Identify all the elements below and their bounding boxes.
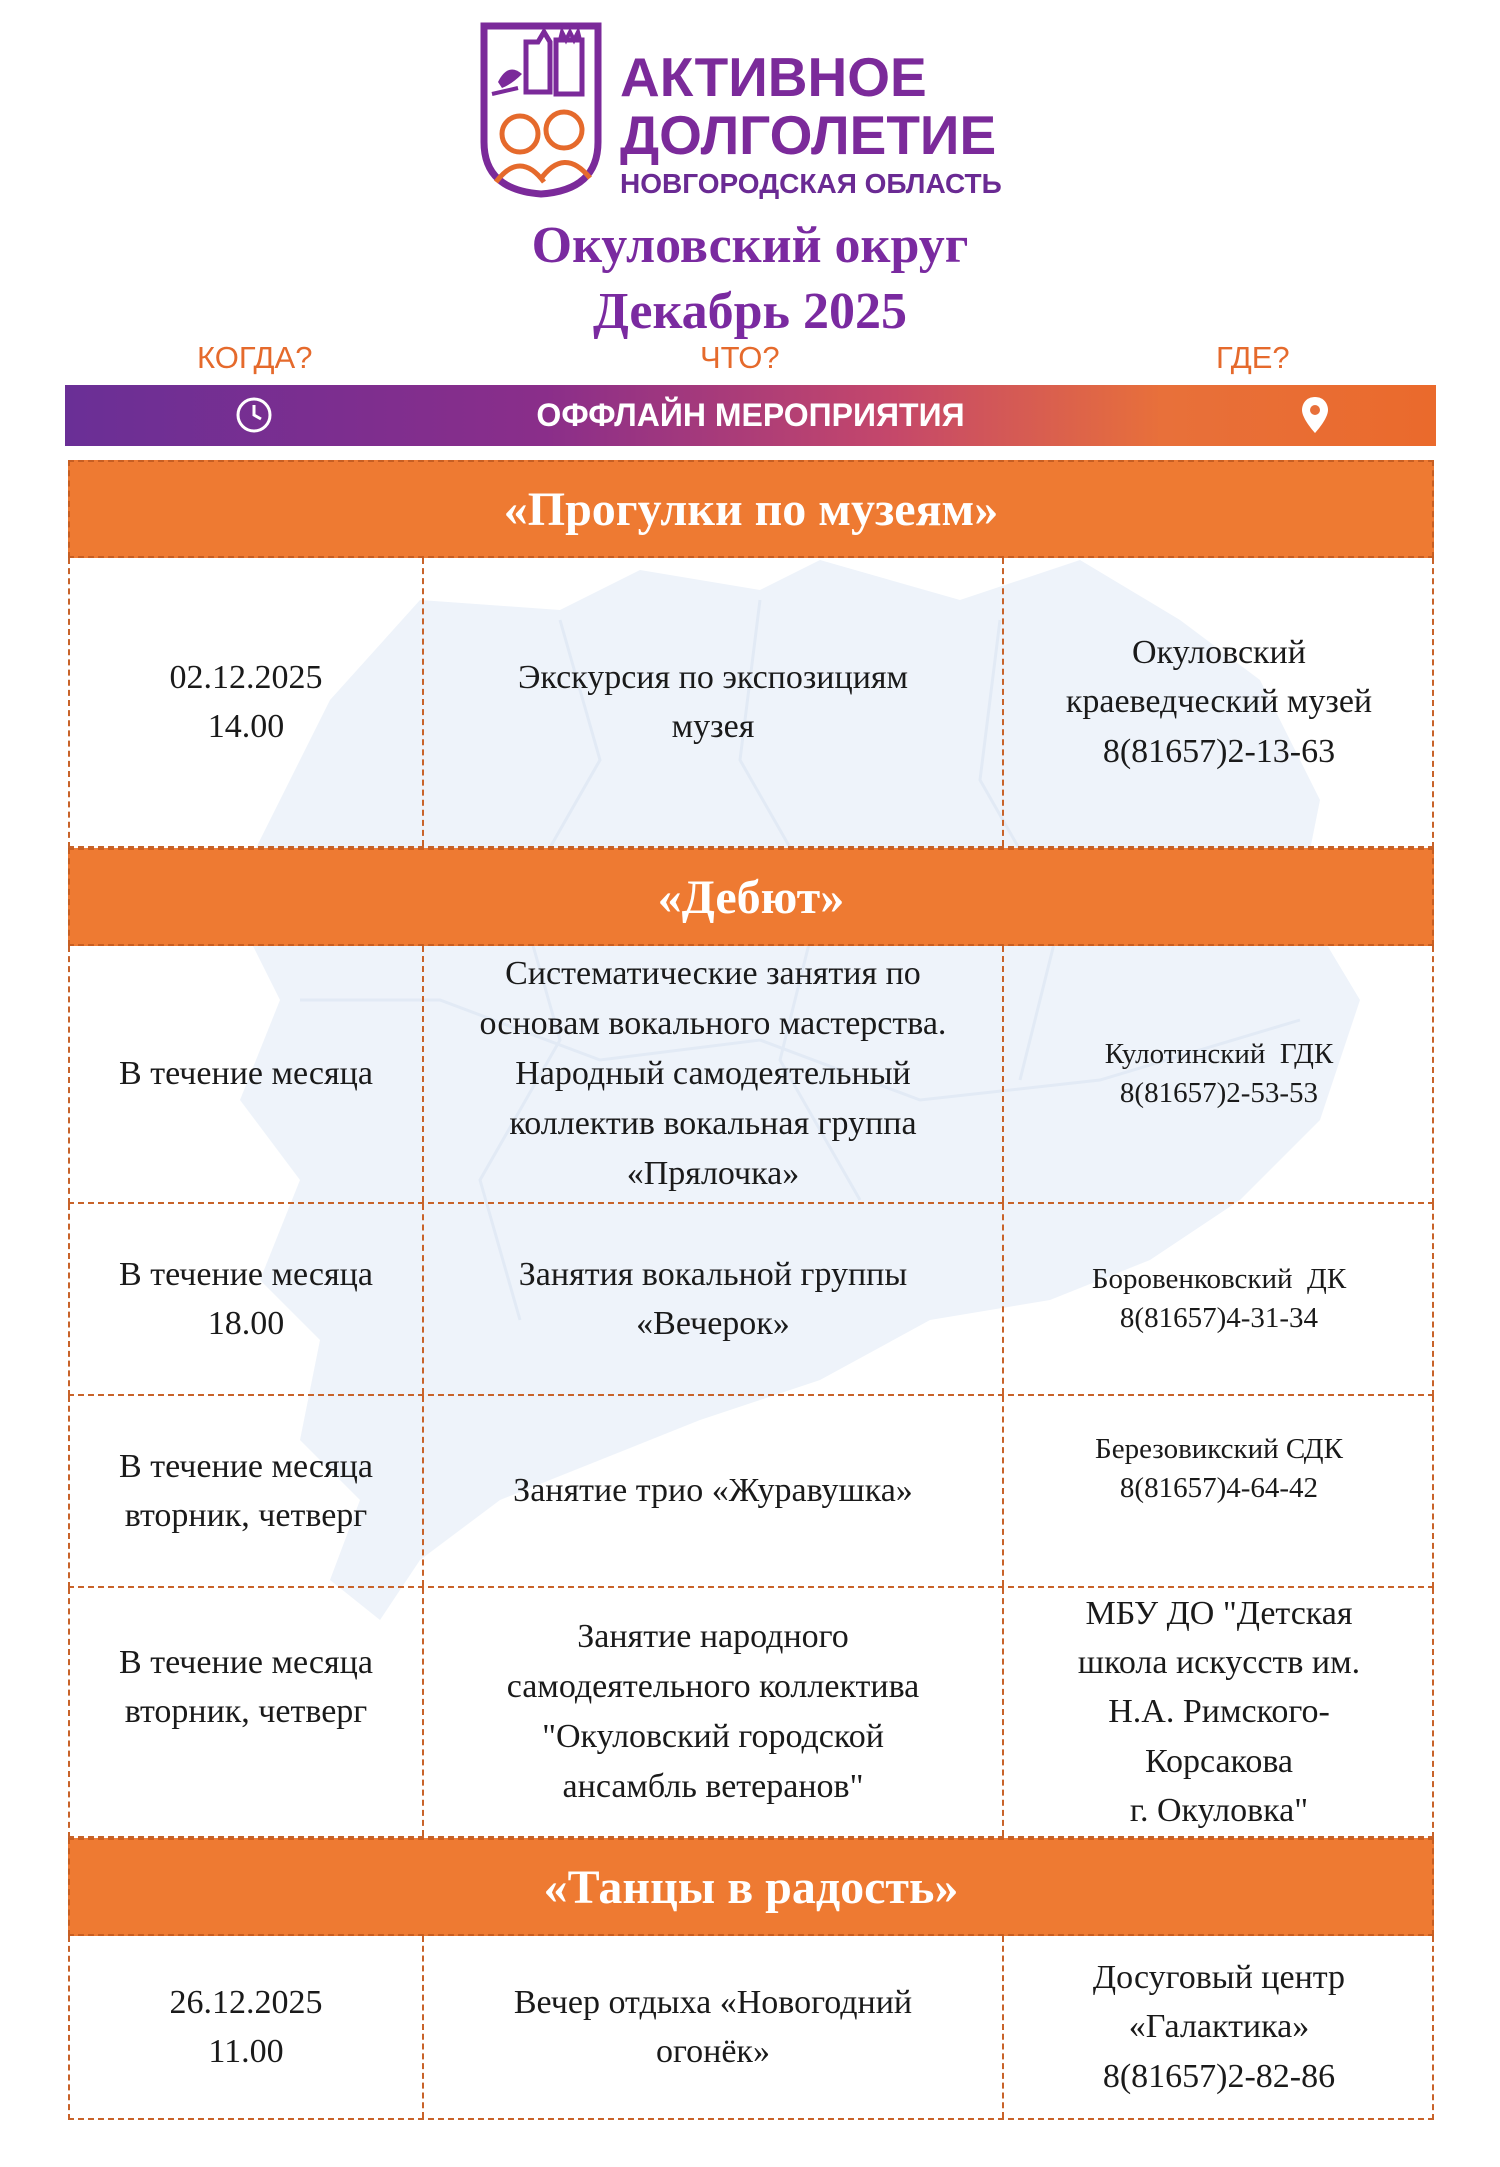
event-text: основам вокального мастерства.	[479, 1005, 947, 1043]
phone-text: 8(81657)2-82-86	[1102, 2057, 1336, 2095]
venue-text: МБУ ДО "Детская	[1085, 1594, 1353, 1632]
cell-what	[422, 1396, 1002, 1586]
section-header-museum-walks: «Прогулки по музеям»	[68, 460, 1434, 558]
table-row	[68, 946, 1434, 1204]
event-text: «Прялочка»	[626, 1154, 800, 1192]
event-text: "Окуловский городской	[542, 1718, 884, 1755]
event-text: музея	[671, 708, 755, 745]
map-pin-icon	[1300, 395, 1330, 435]
page-title-month: Декабрь 2025	[592, 283, 908, 340]
cell-where	[1002, 558, 1434, 846]
date-text: В течение месяца	[119, 1255, 373, 1293]
date-text: В течение месяца	[119, 1447, 373, 1485]
banner-label: ОФФЛАЙН МЕРОПРИЯТИЯ	[536, 397, 965, 433]
venue-text: Корсакова	[1144, 1742, 1294, 1780]
event-text: огонёк»	[656, 2033, 770, 2070]
page-title-district: Окуловский округ	[531, 217, 969, 274]
date-text: 02.12.2025	[169, 658, 323, 696]
phone-text: 8(81657)2-13-63	[1102, 732, 1336, 770]
offline-events-banner	[65, 385, 1436, 446]
cell-what	[422, 1588, 1002, 1836]
event-text: Экскурсия по экспозициям	[517, 658, 909, 696]
event-text: Вечер отдыха «Новогодний	[513, 1983, 913, 2021]
table-row	[68, 558, 1434, 848]
cell-when	[70, 1936, 422, 2118]
cell-when	[70, 1396, 422, 1586]
date-text: В течение месяца	[119, 1644, 373, 1681]
column-label-where: ГДЕ?	[1216, 340, 1290, 375]
cell-where	[1002, 1936, 1434, 2118]
table-row	[68, 1936, 1434, 2120]
cell-where	[1002, 1588, 1434, 1836]
section-header-dances: «Танцы в радость»	[68, 1838, 1434, 1936]
logo-text-line2: ДОЛГОЛЕТИЕ	[620, 104, 997, 166]
cell-where	[1002, 1396, 1434, 1586]
table-row	[68, 1588, 1434, 1838]
venue-text: Окуловский	[1132, 634, 1306, 672]
event-text: коллектив вокальная группа	[509, 1104, 917, 1142]
venue-text: краеведческий музей	[1065, 683, 1373, 721]
event-text: «Вечерок»	[636, 1305, 790, 1342]
event-text: Занятие народного	[577, 1618, 849, 1656]
event-text: Народный самодеятельный	[515, 1055, 911, 1093]
column-label-what: ЧТО?	[700, 340, 780, 375]
event-text: ансамбль ветеранов"	[562, 1767, 864, 1805]
column-label-when: КОГДА?	[197, 340, 313, 375]
time-text: 11.00	[208, 2033, 284, 2070]
tower-and-elderly-couple-logo-icon	[478, 22, 604, 198]
venue-text: школа искусств им.	[1077, 1644, 1361, 1682]
venue-text: Березовикский СДК	[1095, 1433, 1343, 1465]
logo	[478, 22, 1026, 200]
days-text: вторник, четверг	[124, 1497, 368, 1534]
venue-text: Боровенковский ДК	[1091, 1262, 1347, 1295]
venue-text: г. Окуловка"	[1129, 1791, 1309, 1829]
event-text: Занятия вокальной группы	[518, 1255, 908, 1293]
time-text: 18.00	[207, 1305, 285, 1342]
phone-text: 8(81657)4-64-42	[1119, 1472, 1319, 1505]
cell-what	[422, 1936, 1002, 2118]
cell-where	[1002, 946, 1434, 1202]
event-text: Занятие трио «Журавушка»	[513, 1472, 913, 1510]
event-text: Систематические занятия по	[505, 955, 921, 993]
venue-text: «Галактика»	[1128, 2008, 1310, 2046]
table-row	[68, 1204, 1434, 1396]
logo-text-region: НОВГОРОДСКАЯ ОБЛАСТЬ	[620, 168, 1002, 199]
cell-what	[422, 558, 1002, 846]
days-text: вторник, четверг	[124, 1693, 368, 1731]
cell-when	[70, 558, 422, 846]
cell-when	[70, 1588, 422, 1836]
venue-text: Досуговый центр	[1092, 1959, 1346, 1997]
section-header-debut: «Дебют»	[68, 848, 1434, 946]
phone-text: 8(81657)2-53-53	[1119, 1077, 1319, 1109]
date-text: 26.12.2025	[169, 1983, 323, 2021]
venue-text: Н.А. Римского-	[1108, 1693, 1330, 1731]
date-text: В течение месяца	[119, 1055, 373, 1093]
cell-when	[70, 946, 422, 1202]
event-text: самодеятельного коллектива	[506, 1668, 920, 1706]
phone-text: 8(81657)4-31-34	[1119, 1302, 1319, 1334]
cell-what	[422, 1204, 1002, 1394]
table-row	[68, 1396, 1434, 1588]
logo-text-line1: АКТИВНОЕ	[620, 46, 927, 108]
cell-when	[70, 1204, 422, 1394]
venue-text: Кулотинский ГДК	[1104, 1037, 1334, 1070]
time-text: 14.00	[207, 708, 285, 745]
cell-where	[1002, 1204, 1434, 1394]
cell-what	[422, 946, 1002, 1202]
